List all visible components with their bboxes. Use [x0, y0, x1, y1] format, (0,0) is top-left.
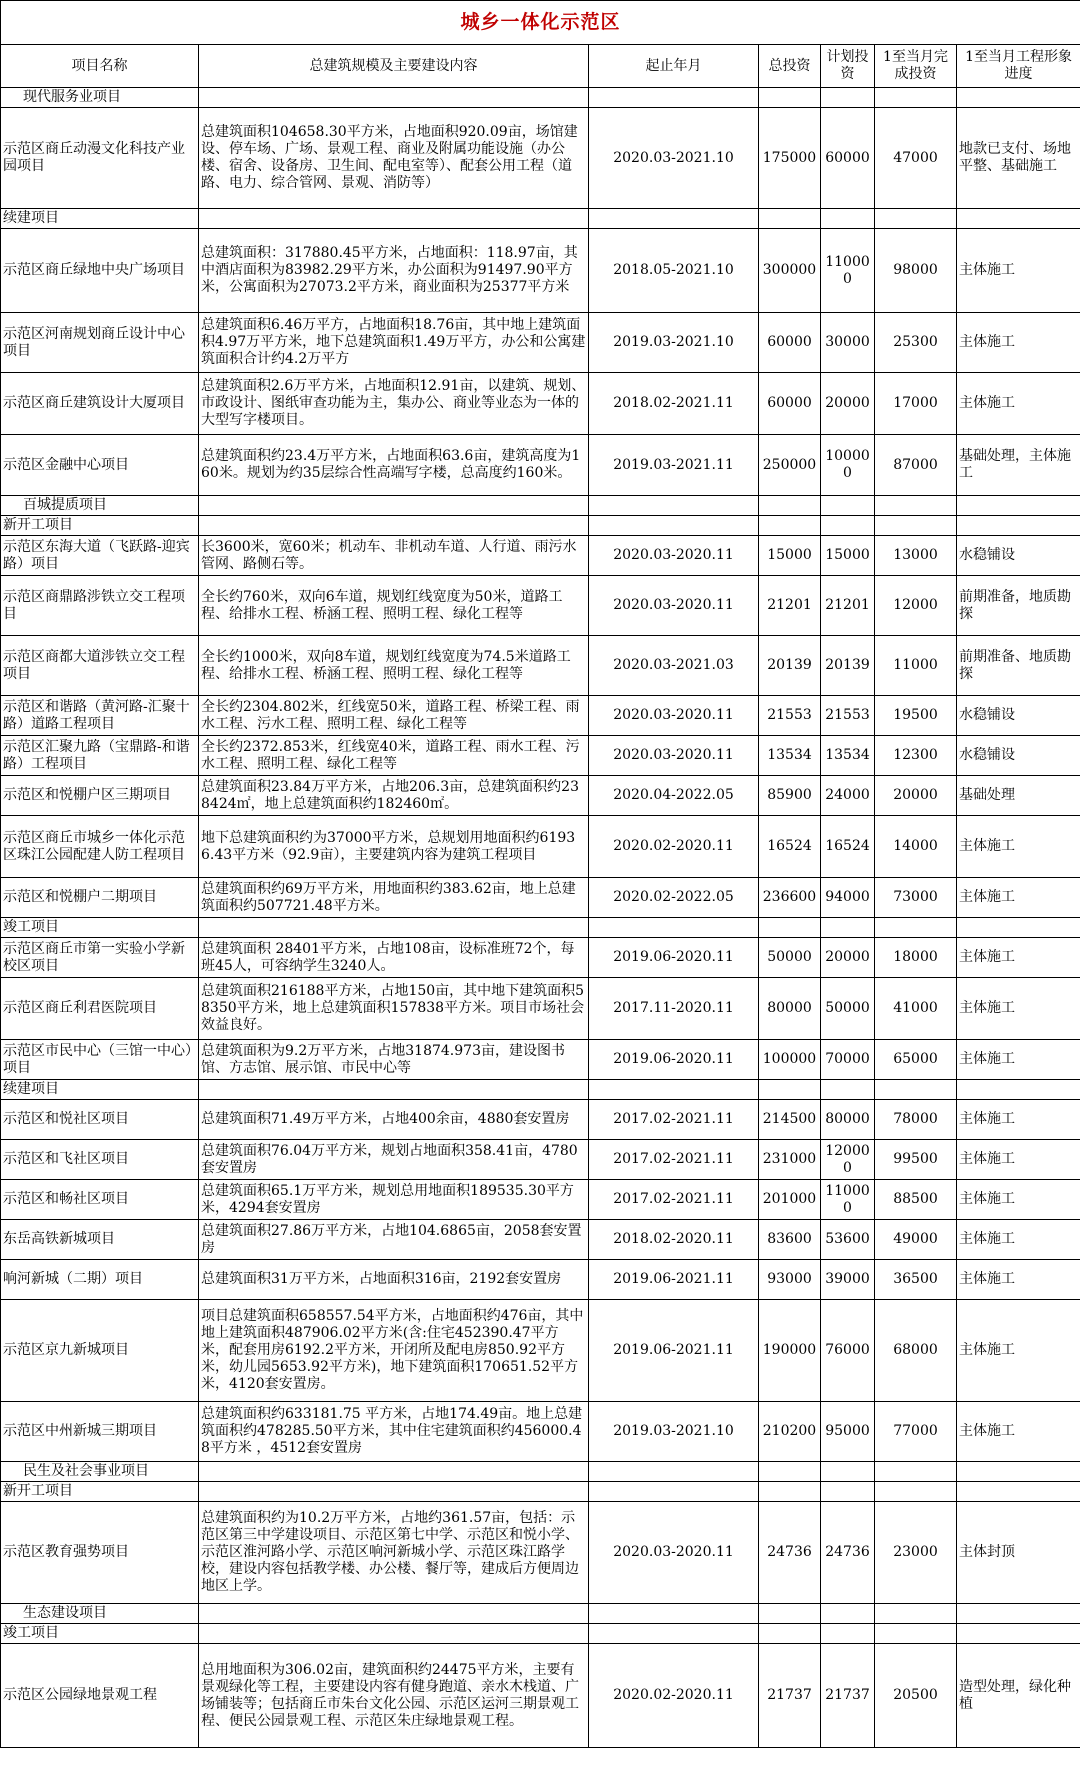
project-completed-investment: 98000: [875, 229, 957, 313]
table-row: [1, 536, 1080, 576]
project-planned-investment: 21201: [821, 576, 875, 636]
empty-cell: [589, 516, 759, 536]
empty-cell: [199, 1462, 589, 1482]
project-period: 2019.06-2020.11: [589, 1040, 759, 1080]
project-name: 示范区市民中心（三馆一中心）项目: [1, 1040, 199, 1080]
project-progress: 主体施工: [957, 229, 1080, 313]
table-row: [1, 978, 1080, 1040]
project-total-investment: 250000: [759, 435, 821, 496]
project-scope: 总建筑面积：317880.45平方米，占地面积：118.97亩，其中酒店面积为83982.29平方米，办公面积为91497.90平方米，公寓面积为27073.2平方米，商业面积为25377平方米: [199, 229, 589, 313]
project-scope: 总建筑面积104658.30平方米，占地面积920.09亩，场馆建设、停车场、广场、景观工程、商业及附属功能设施（办公楼、宿舍、设备房、卫生间、配电室等）、配套公用工程（道路、电力、综合管网、景观、消防等）: [199, 108, 589, 209]
section-label: 生态建设项目: [1, 1604, 199, 1624]
empty-cell: [875, 516, 957, 536]
header-period: 起止年月: [589, 45, 759, 88]
empty-cell: [821, 1482, 875, 1502]
header-plan: 计划投资: [821, 45, 875, 88]
empty-cell: [759, 1482, 821, 1502]
section-label: 民生及社会事业项目: [1, 1462, 199, 1482]
project-total-investment: 15000: [759, 536, 821, 576]
table-row: [1, 1300, 1080, 1402]
project-planned-investment: 24000: [821, 776, 875, 816]
project-period: 2019.06-2020.11: [589, 938, 759, 978]
project-period: 2020.02-2022.05: [589, 878, 759, 918]
table-row: [1, 576, 1080, 636]
empty-cell: [199, 88, 589, 108]
project-name: 示范区金融中心项目: [1, 435, 199, 496]
project-period: 2020.04-2022.05: [589, 776, 759, 816]
subsection-row: [1, 1624, 1080, 1644]
title-row: [1, 1, 1080, 45]
project-total-investment: 21553: [759, 696, 821, 736]
project-progress: 前期准备，地质勘探: [957, 576, 1080, 636]
project-completed-investment: 36500: [875, 1260, 957, 1300]
project-progress: 地款已支付、场地平整、基础施工: [957, 108, 1080, 209]
project-progress: 主体施工: [957, 1180, 1080, 1220]
project-progress: 主体施工: [957, 313, 1080, 373]
empty-cell: [957, 516, 1080, 536]
project-period: 2017.02-2021.11: [589, 1180, 759, 1220]
section-row: [1, 1604, 1080, 1624]
project-progress: 基础处理，主体施工: [957, 435, 1080, 496]
project-scope: 长3600米，宽60米；机动车、非机动车道、人行道、雨污水管网、路侧石等。: [199, 536, 589, 576]
subsection-label: 续建项目: [1, 1080, 199, 1100]
project-completed-investment: 47000: [875, 108, 957, 209]
empty-cell: [821, 1624, 875, 1644]
empty-cell: [199, 1482, 589, 1502]
project-name: 示范区商丘动漫文化科技产业园项目: [1, 108, 199, 209]
empty-cell: [199, 209, 589, 229]
project-scope: 总建筑面积76.04万平方米，规划占地面积358.41亩，4780套安置房: [199, 1140, 589, 1180]
empty-cell: [821, 88, 875, 108]
project-scope: 全长约1000米，双向8车道，规划红线宽度为74.5米道路工程、给排水工程、桥涵工程、照明工程、绿化工程等: [199, 636, 589, 696]
project-total-investment: 20139: [759, 636, 821, 696]
empty-cell: [821, 496, 875, 516]
project-period: 2017.11-2020.11: [589, 978, 759, 1040]
project-period: 2019.03-2021.10: [589, 1402, 759, 1462]
project-total-investment: 13534: [759, 736, 821, 776]
section-row: [1, 1462, 1080, 1482]
subsection-label: 续建项目: [1, 209, 199, 229]
project-scope: 总建筑面积约为10.2万平方米，占地约361.57亩，包括：示范区第三中学建设项目、示范区第七中学、示范区和悦小学、示范区淮河路小学、示范区响河新城小学、示范区珠江路学校，建设内容包括教学楼、办公楼、餐厅等，建成后方便周边地区上学。: [199, 1502, 589, 1604]
project-scope: 总用地面积为306.02亩，建筑面积约24475平方米，主要有景观绿化等工程，主要建设内容有健身跑道、亲水木栈道、广场铺装等；包括商丘市朱台文化公园、示范区运河三期景观工程、便民公园景观工程、示范区朱庄绿地景观工程。: [199, 1644, 589, 1748]
project-scope: 总建筑面积71.49万平方米，占地400余亩，4880套安置房: [199, 1100, 589, 1140]
project-total-investment: 21737: [759, 1644, 821, 1748]
empty-cell: [821, 1080, 875, 1100]
project-total-investment: 24736: [759, 1502, 821, 1604]
project-completed-investment: 20000: [875, 776, 957, 816]
project-name: 示范区商丘建筑设计大厦项目: [1, 373, 199, 435]
empty-cell: [875, 209, 957, 229]
project-planned-investment: 21553: [821, 696, 875, 736]
project-scope: 总建筑面积6.46万平方，占地面积18.76亩，其中地上建筑面积4.97万平方米，地下总建筑面积1.49万平方，办公和公寓建筑面积合计约4.2万平方: [199, 313, 589, 373]
project-name: 示范区中州新城三期项目: [1, 1402, 199, 1462]
project-scope: 总建筑面积216188平方米，占地150亩，其中地下建筑面积58350平方米，地上总建筑面积157838平方米。项目市场社会效益良好。: [199, 978, 589, 1040]
project-period: 2017.02-2021.11: [589, 1140, 759, 1180]
empty-cell: [875, 1482, 957, 1502]
table-title: 城乡一体化示范区: [1, 1, 1080, 45]
project-period: 2018.02-2021.11: [589, 373, 759, 435]
project-planned-investment: 21737: [821, 1644, 875, 1748]
project-progress: 主体施工: [957, 1402, 1080, 1462]
table-row: [1, 373, 1080, 435]
section-row: [1, 88, 1080, 108]
table-row: [1, 1180, 1080, 1220]
empty-cell: [759, 1462, 821, 1482]
project-planned-investment: 76000: [821, 1300, 875, 1402]
project-period: 2018.02-2020.11: [589, 1220, 759, 1260]
empty-cell: [875, 918, 957, 938]
project-completed-investment: 65000: [875, 1040, 957, 1080]
project-period: 2017.02-2021.11: [589, 1100, 759, 1140]
table-row: [1, 108, 1080, 209]
table-row: [1, 776, 1080, 816]
project-period: 2020.02-2020.11: [589, 1644, 759, 1748]
project-name: 示范区河南规划商丘设计中心项目: [1, 313, 199, 373]
project-period: 2020.03-2020.11: [589, 736, 759, 776]
project-completed-investment: 14000: [875, 816, 957, 878]
project-progress: 主体施工: [957, 878, 1080, 918]
table-row: [1, 435, 1080, 496]
project-planned-investment: 16524: [821, 816, 875, 878]
project-total-investment: 231000: [759, 1140, 821, 1180]
project-total-investment: 80000: [759, 978, 821, 1040]
subsection-row: [1, 209, 1080, 229]
table-row: [1, 938, 1080, 978]
empty-cell: [199, 1624, 589, 1644]
project-completed-investment: 18000: [875, 938, 957, 978]
table-row: [1, 736, 1080, 776]
project-planned-investment: 13534: [821, 736, 875, 776]
project-scope: 总建筑面积约23.4万平方米，占地面积63.6亩，建筑高度为160米。规划为约35层综合性高端写字楼，总高度约160米。: [199, 435, 589, 496]
project-progress: 主体施工: [957, 1300, 1080, 1402]
project-period: 2020.02-2020.11: [589, 816, 759, 878]
table-row: [1, 313, 1080, 373]
empty-cell: [957, 918, 1080, 938]
subsection-row: [1, 1482, 1080, 1502]
empty-cell: [759, 1604, 821, 1624]
project-progress: 主体封顶: [957, 1502, 1080, 1604]
project-scope: 总建筑面积23.84万平方米，占地206.3亩，总建筑面积约238424㎡，地上总建筑面积约182460㎡。: [199, 776, 589, 816]
subsection-row: [1, 1080, 1080, 1100]
project-planned-investment: 60000: [821, 108, 875, 209]
project-planned-investment: 53600: [821, 1220, 875, 1260]
project-period: 2019.03-2021.11: [589, 435, 759, 496]
project-progress: 主体施工: [957, 1260, 1080, 1300]
project-completed-investment: 73000: [875, 878, 957, 918]
project-scope: 全长约760米，双向6车道，规划红线宽度为50米，道路工程、给排水工程、桥涵工程、照明工程、绿化工程等: [199, 576, 589, 636]
project-period: 2020.03-2021.03: [589, 636, 759, 696]
table-row: [1, 816, 1080, 878]
project-scope: 全长约2372.853米，红线宽40米，道路工程、雨水工程、污水工程、照明工程、绿化工程等: [199, 736, 589, 776]
section-label: 现代服务业项目: [1, 88, 199, 108]
project-completed-investment: 41000: [875, 978, 957, 1040]
project-name: 示范区和畅社区项目: [1, 1180, 199, 1220]
empty-cell: [759, 88, 821, 108]
empty-cell: [821, 209, 875, 229]
empty-cell: [589, 1080, 759, 1100]
project-name: 示范区商丘利君医院项目: [1, 978, 199, 1040]
project-total-investment: 190000: [759, 1300, 821, 1402]
subsection-label: 竣工项目: [1, 918, 199, 938]
project-name: 示范区教育强势项目: [1, 1502, 199, 1604]
project-name: 示范区和谐路（黄河路-汇聚十路）道路工程项目: [1, 696, 199, 736]
project-completed-investment: 17000: [875, 373, 957, 435]
project-completed-investment: 77000: [875, 1402, 957, 1462]
empty-cell: [589, 209, 759, 229]
project-name: 示范区和悦社区项目: [1, 1100, 199, 1140]
empty-cell: [875, 1080, 957, 1100]
project-completed-investment: 13000: [875, 536, 957, 576]
empty-cell: [199, 1604, 589, 1624]
project-progress: 主体施工: [957, 1220, 1080, 1260]
project-name: 示范区商丘市第一实验小学新校区项目: [1, 938, 199, 978]
project-scope: 总建筑面积2.6万平方米，占地面积12.91亩，以建筑、规划、市政设计、图纸审查功能为主，集办公、商业等业态为一体的大型写字楼项目。: [199, 373, 589, 435]
project-planned-investment: 15000: [821, 536, 875, 576]
header-total: 总投资: [759, 45, 821, 88]
section-label: 百城提质项目: [1, 496, 199, 516]
project-total-investment: 201000: [759, 1180, 821, 1220]
table-row: [1, 1260, 1080, 1300]
project-planned-investment: 110000: [821, 1180, 875, 1220]
empty-cell: [957, 1080, 1080, 1100]
project-total-investment: 175000: [759, 108, 821, 209]
project-planned-investment: 94000: [821, 878, 875, 918]
empty-cell: [589, 1462, 759, 1482]
project-name: 示范区京九新城项目: [1, 1300, 199, 1402]
project-completed-investment: 49000: [875, 1220, 957, 1260]
project-total-investment: 236600: [759, 878, 821, 918]
project-planned-investment: 39000: [821, 1260, 875, 1300]
project-period: 2020.03-2021.10: [589, 108, 759, 209]
table-row: [1, 1100, 1080, 1140]
project-period: 2020.03-2020.11: [589, 576, 759, 636]
empty-cell: [957, 209, 1080, 229]
project-planned-investment: 100000: [821, 435, 875, 496]
empty-cell: [875, 1462, 957, 1482]
project-scope: 总建筑面积约69万平方米，用地面积约383.62亩，地上总建筑面积约507721.48平方米。: [199, 878, 589, 918]
subsection-row: [1, 918, 1080, 938]
project-total-investment: 93000: [759, 1260, 821, 1300]
empty-cell: [759, 918, 821, 938]
empty-cell: [589, 88, 759, 108]
table-row: [1, 1644, 1080, 1748]
project-planned-investment: 20000: [821, 938, 875, 978]
empty-cell: [957, 1462, 1080, 1482]
table-row: [1, 636, 1080, 696]
project-scope: 全长约2304.802米，红线宽50米，道路工程、桥梁工程、雨水工程、污水工程、照明工程、绿化工程等: [199, 696, 589, 736]
project-name: 示范区和悦棚户二期项目: [1, 878, 199, 918]
project-planned-investment: 20139: [821, 636, 875, 696]
project-period: 2019.06-2021.11: [589, 1260, 759, 1300]
project-total-investment: 21201: [759, 576, 821, 636]
project-scope: 总建筑面积31万平方米，占地面积316亩，2192套安置房: [199, 1260, 589, 1300]
table-row: [1, 696, 1080, 736]
table-row: [1, 229, 1080, 313]
project-total-investment: 60000: [759, 373, 821, 435]
empty-cell: [759, 209, 821, 229]
project-name: 东岳高铁新城项目: [1, 1220, 199, 1260]
empty-cell: [589, 496, 759, 516]
project-scope: 地下总建筑面积约为37000平方米，总规划用地面积约61936.43平方米（92.9亩），主要建筑内容为建筑工程项目: [199, 816, 589, 878]
section-row: [1, 496, 1080, 516]
project-name: 示范区商丘绿地中央广场项目: [1, 229, 199, 313]
project-progress: 主体施工: [957, 978, 1080, 1040]
project-name: 示范区和飞社区项目: [1, 1140, 199, 1180]
empty-cell: [821, 1462, 875, 1482]
empty-cell: [875, 1624, 957, 1644]
project-period: 2020.03-2020.11: [589, 1502, 759, 1604]
empty-cell: [957, 496, 1080, 516]
empty-cell: [589, 1604, 759, 1624]
empty-cell: [199, 918, 589, 938]
project-completed-investment: 12000: [875, 576, 957, 636]
project-period: 2019.06-2021.11: [589, 1300, 759, 1402]
project-scope: 总建筑面积27.86万平方米，占地104.6865亩，2058套安置房: [199, 1220, 589, 1260]
subsection-label: 新开工项目: [1, 516, 199, 536]
project-name: 示范区东海大道（飞跃路-迎宾路）项目: [1, 536, 199, 576]
header-scope: 总建筑规模及主要建设内容: [199, 45, 589, 88]
project-completed-investment: 12300: [875, 736, 957, 776]
table-row: [1, 1502, 1080, 1604]
project-scope: 项目总建筑面积658557.54平方米，占地面积约476亩，其中地上建筑面积487906.02平方米(含:住宅452390.47平方米，配套用房6192.2平方米，开闭所及配电房850.92平方米，幼儿园5653.92平方米)，地下建筑面积170651.52平方米，4120套安置房。: [199, 1300, 589, 1402]
project-planned-investment: 95000: [821, 1402, 875, 1462]
project-progress: 造型处理，绿化种植: [957, 1644, 1080, 1748]
project-completed-investment: 99500: [875, 1140, 957, 1180]
project-name: 示范区商鼎路涉铁立交工程项目: [1, 576, 199, 636]
project-completed-investment: 78000: [875, 1100, 957, 1140]
project-total-investment: 83600: [759, 1220, 821, 1260]
empty-cell: [589, 1624, 759, 1644]
table-row: [1, 1040, 1080, 1080]
project-name: 示范区商丘市城乡一体化示范区珠江公园配建人防工程项目: [1, 816, 199, 878]
project-scope: 总建筑面积为9.2万平方米，占地31874.973亩，建设图书馆、方志馆、展示馆、市民中心等: [199, 1040, 589, 1080]
subsection-label: 竣工项目: [1, 1624, 199, 1644]
project-planned-investment: 24736: [821, 1502, 875, 1604]
header-done: 1至当月完成投资: [875, 45, 957, 88]
project-planned-investment: 110000: [821, 229, 875, 313]
project-period: 2020.03-2020.11: [589, 696, 759, 736]
project-total-investment: 16524: [759, 816, 821, 878]
project-completed-investment: 68000: [875, 1300, 957, 1402]
header-name: 项目名称: [1, 45, 199, 88]
project-completed-investment: 88500: [875, 1180, 957, 1220]
project-total-investment: 100000: [759, 1040, 821, 1080]
project-period: 2020.03-2020.11: [589, 536, 759, 576]
project-completed-investment: 87000: [875, 435, 957, 496]
project-planned-investment: 30000: [821, 313, 875, 373]
project-total-investment: 85900: [759, 776, 821, 816]
table-row: [1, 1140, 1080, 1180]
project-progress: 主体施工: [957, 938, 1080, 978]
project-completed-investment: 11000: [875, 636, 957, 696]
project-progress: 主体施工: [957, 373, 1080, 435]
project-planned-investment: 20000: [821, 373, 875, 435]
empty-cell: [957, 1624, 1080, 1644]
project-completed-investment: 20500: [875, 1644, 957, 1748]
project-planned-investment: 50000: [821, 978, 875, 1040]
project-name: 示范区商都大道涉铁立交工程项目: [1, 636, 199, 696]
empty-cell: [957, 88, 1080, 108]
project-planned-investment: 80000: [821, 1100, 875, 1140]
project-total-investment: 214500: [759, 1100, 821, 1140]
table-row: [1, 1220, 1080, 1260]
empty-cell: [821, 918, 875, 938]
project-progress: 水稳铺设: [957, 696, 1080, 736]
project-scope: 总建筑面积约633181.75 平方米，占地174.49亩。地上总建筑面积约478285.50平方米，其中住宅建筑面积约456000.48平方米 ，4512套安置房: [199, 1402, 589, 1462]
subsection-label: 新开工项目: [1, 1482, 199, 1502]
project-progress: 水稳铺设: [957, 536, 1080, 576]
empty-cell: [759, 516, 821, 536]
empty-cell: [821, 516, 875, 536]
empty-cell: [875, 1604, 957, 1624]
empty-cell: [589, 1482, 759, 1502]
table-row: [1, 878, 1080, 918]
project-planned-investment: 120000: [821, 1140, 875, 1180]
project-total-investment: 300000: [759, 229, 821, 313]
empty-cell: [759, 496, 821, 516]
empty-cell: [589, 918, 759, 938]
empty-cell: [821, 1604, 875, 1624]
project-total-investment: 50000: [759, 938, 821, 978]
empty-cell: [759, 1080, 821, 1100]
project-progress: 主体施工: [957, 1100, 1080, 1140]
project-scope: 总建筑面积65.1万平方米，规划总用地面积189535.30平方米，4294套安置房: [199, 1180, 589, 1220]
empty-cell: [875, 496, 957, 516]
project-progress: 主体施工: [957, 1040, 1080, 1080]
empty-cell: [875, 88, 957, 108]
project-total-investment: 60000: [759, 313, 821, 373]
header-row: [1, 45, 1080, 88]
header-progress: 1至当月工程形象进度: [957, 45, 1080, 88]
empty-cell: [957, 1604, 1080, 1624]
empty-cell: [759, 1624, 821, 1644]
project-completed-investment: 23000: [875, 1502, 957, 1604]
project-progress: 主体施工: [957, 1140, 1080, 1180]
project-progress: 前期准备、地质勘探: [957, 636, 1080, 696]
project-period: 2019.03-2021.10: [589, 313, 759, 373]
project-total-investment: 210200: [759, 1402, 821, 1462]
project-progress: 水稳铺设: [957, 736, 1080, 776]
subsection-row: [1, 516, 1080, 536]
project-scope: 总建筑面积 28401平方米，占地108亩，设标准班72个，每班45人，可容纳学生3240人。: [199, 938, 589, 978]
project-name: 示范区和悦棚户区三期项目: [1, 776, 199, 816]
table-row: [1, 1402, 1080, 1462]
project-name: 示范区汇聚九路（宝鼎路-和谐路）工程项目: [1, 736, 199, 776]
project-progress: 基础处理: [957, 776, 1080, 816]
project-planned-investment: 70000: [821, 1040, 875, 1080]
project-period: 2018.05-2021.10: [589, 229, 759, 313]
empty-cell: [199, 1080, 589, 1100]
project-name: 示范区公园绿地景观工程: [1, 1644, 199, 1748]
empty-cell: [199, 516, 589, 536]
empty-cell: [199, 496, 589, 516]
project-completed-investment: 19500: [875, 696, 957, 736]
project-name: 响河新城（二期）项目: [1, 1260, 199, 1300]
project-completed-investment: 25300: [875, 313, 957, 373]
empty-cell: [957, 1482, 1080, 1502]
project-progress: 主体施工: [957, 816, 1080, 878]
